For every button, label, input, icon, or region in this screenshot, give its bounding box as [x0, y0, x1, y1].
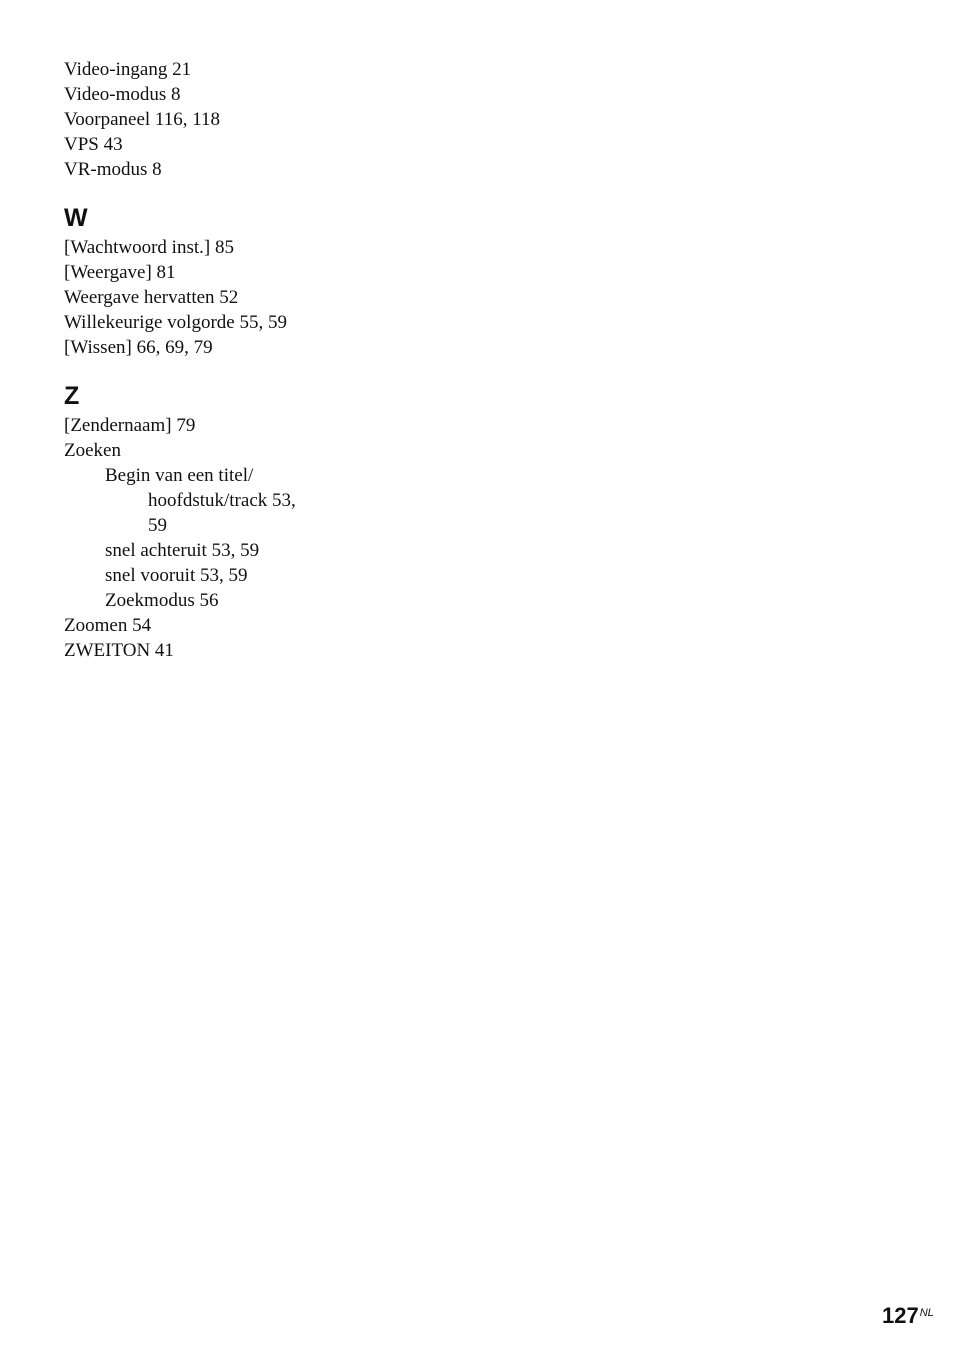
index-entry-wissen: [Wissen] 66, 69, 79	[64, 337, 213, 358]
index-entry-zoomen: Zoomen 54	[64, 615, 152, 636]
index-subentry-begin-titel-cont: hoofdstuk/track 53,	[148, 490, 296, 511]
section-letter-z: Z	[64, 382, 80, 410]
index-entry-weergave: [Weergave] 81	[64, 262, 176, 283]
index-subentry-snel-achteruit: snel achteruit 53, 59	[105, 540, 260, 561]
index-entry-wachtwoord: [Wachtwoord inst.] 85	[64, 237, 234, 258]
index-entry-zweiton: ZWEITON 41	[64, 640, 174, 661]
index-column	[64, 57, 364, 663]
index-entry-willekeurige-volgorde: Willekeurige volgorde 55, 59	[64, 312, 287, 333]
page-number-suffix: NL	[919, 1307, 934, 1319]
index-subentry-begin-titel-cont2: 59	[148, 515, 167, 536]
index-entry-zendernaam: [Zendernaam] 79	[64, 415, 196, 436]
index-entry-video-ingang: Video-ingang 21	[64, 59, 192, 80]
index-subentry-begin-titel: Begin van een titel/	[105, 465, 254, 486]
index-entry-vps: VPS 43	[64, 134, 123, 155]
page-number-value: 127	[882, 1303, 919, 1328]
index-entry-vr-modus: VR-modus 8	[64, 159, 162, 180]
section-letter-w: W	[64, 204, 88, 232]
index-entry-weergave-hervatten: Weergave hervatten 52	[64, 287, 239, 308]
index-entry-voorpaneel: Voorpaneel 116, 118	[64, 109, 221, 130]
page-number	[882, 1300, 934, 1329]
index-entry-video-modus: Video-modus 8	[64, 84, 181, 105]
index-entry-zoeken: Zoeken	[64, 440, 121, 461]
index-subentry-zoekmodus: Zoekmodus 56	[105, 590, 219, 611]
index-subentry-snel-vooruit: snel vooruit 53, 59	[105, 565, 248, 586]
